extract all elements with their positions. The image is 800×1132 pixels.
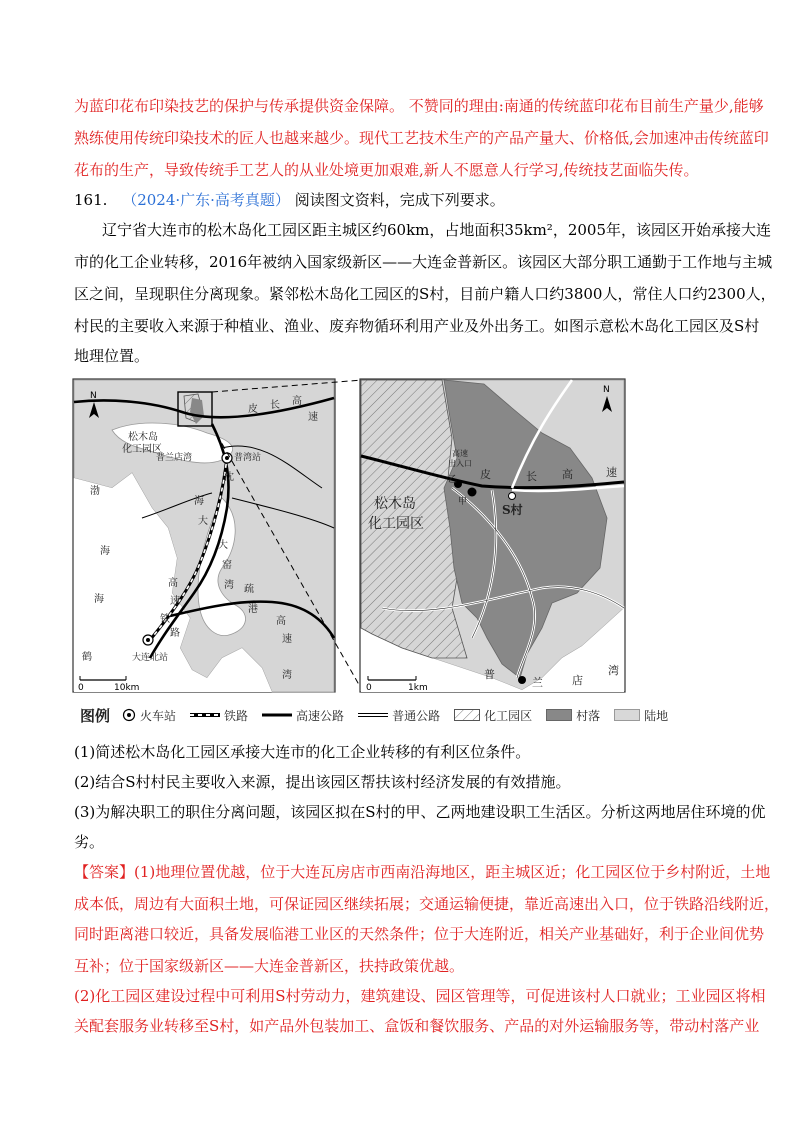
right-map-label-9: 高	[562, 468, 573, 481]
left-map	[73, 379, 335, 693]
left-map-label-17: 速	[282, 634, 292, 645]
left-map-label-16: 高	[276, 616, 286, 627]
question-source: （2024·广东·高考真题）	[122, 191, 290, 209]
right-map-scale-zero: 0	[366, 683, 372, 693]
chem-park-swatch-icon	[454, 709, 480, 721]
question-para-2: 市的化工企业转移，2016年被纳入国家级新区——大连金普新区。该园区大部分职工通勤于工作地与主城	[74, 253, 773, 271]
left-map-label-8: 渤	[90, 486, 100, 497]
right-map-point-jia	[468, 488, 477, 497]
prev-answer-line-2: 熟练使用传统印染技术的匠人也越来越少。现代工艺技术生产的产品产量大、价格低,会加速冲击传统蓝印	[74, 129, 769, 147]
right-map-label-8: 长	[526, 470, 537, 483]
sub-question-2: (2)结合S村村民主要收入来源，提出该园区帮扶该村经济发展的有效措施。	[74, 773, 571, 791]
left-map-label-6: 高	[292, 396, 302, 407]
right-map-label-14: 湾	[608, 664, 619, 677]
answer-line-5: (2)化工园区建设过程中可利用S村劳动力，建筑建设、园区管理等，可促进该村人口就业；工业园区将相	[74, 987, 766, 1005]
left-map-label-18: 沈	[224, 472, 234, 483]
right-map-scale-dist: 1km	[408, 683, 428, 693]
left-map-scale-dist: 10km	[114, 683, 140, 693]
right-map-north-label: N	[603, 385, 610, 395]
right-map-label-3: 出入口	[448, 459, 472, 468]
sub-question-3a: (3)为解决职工的职住分离问题，该园区拟在S村的甲、乙两地建设职工生活区。分析这两地居住环境的优	[74, 803, 766, 821]
left-map-label-15: 港	[248, 604, 258, 615]
right-map-label-6: S村	[502, 503, 523, 517]
question-instruction: 阅读图文资料，完成下列要求。	[294, 191, 505, 209]
left-map-label-14: 疏	[244, 584, 254, 595]
legend-label-village: 村落	[576, 708, 601, 723]
highway-icon	[262, 711, 292, 719]
left-map-label-13: 湾	[224, 580, 234, 591]
left-map-label-20: 大	[198, 516, 208, 527]
legend-item-railway	[190, 707, 248, 724]
right-map-label-1: 化工园区	[368, 516, 424, 532]
answer-line-2: 成本低，周边有大面积土地，可保证园区继续拓展；交通运输便捷，靠近高速出入口，位于铁路沿线附近，	[74, 895, 780, 913]
legend-label-road: 普通公路	[392, 708, 441, 723]
legend-item-station	[122, 707, 176, 724]
left-map-label-0: 松木岛	[128, 432, 158, 443]
map-legend	[80, 704, 682, 726]
answer-tag: 【答案】	[74, 863, 135, 881]
prev-answer-line-1: 为蓝印花布印染技艺的保护与传承提供资金保障。 不赞同的理由:南通的传统蓝印花布目前生产量少,能够	[74, 97, 764, 115]
location-map-figure	[72, 378, 628, 696]
right-map-label-0: 松木岛	[374, 496, 416, 512]
answer-line-1	[74, 862, 770, 882]
left-map-label-26: 湾	[282, 670, 292, 681]
right-map-point-bottom	[518, 676, 526, 684]
question-para-1: 辽宁省大连市的松木岛化工园区距主城区约60km，占地面积35km²，2005年，该园区开始承接大连	[102, 221, 771, 239]
right-map-label-11: 普	[484, 668, 495, 681]
left-map-label-23: 铁	[160, 614, 170, 625]
left-map-label-27: 鹤	[82, 652, 92, 663]
left-map-label-1: 化工园区	[122, 444, 162, 455]
right-map-label-5: 甲	[458, 497, 468, 507]
left-map-label-10: 海	[94, 594, 104, 605]
legend-item-land	[614, 707, 668, 724]
left-map-station-puwan-dot	[225, 456, 229, 460]
left-map-label-5: 长	[270, 400, 280, 411]
legend-label-highway: 高速公路	[296, 708, 345, 723]
right-map-label-7: 皮	[480, 468, 491, 481]
legend-label-land: 陆地	[644, 708, 669, 723]
left-map-label-21: 高	[168, 578, 178, 589]
right-map-label-13: 店	[572, 674, 583, 687]
left-map-label-24: 路	[170, 628, 180, 639]
right-map-label-4: 乙	[448, 475, 458, 485]
left-map-station-dalianbei-dot	[146, 638, 150, 642]
village-swatch-icon	[546, 709, 572, 721]
answer-line-4: 互补；位于国家级新区——大连金普新区，扶持政策优越。	[74, 957, 465, 975]
legend-label-chem-park: 化工园区	[484, 708, 533, 723]
ordinary-road-icon	[358, 711, 388, 719]
legend-item-road	[358, 707, 440, 724]
left-map-label-22: 速	[170, 596, 180, 607]
legend-label-railway: 铁路	[224, 708, 249, 723]
left-map-label-4: 皮	[248, 404, 258, 415]
sub-question-3b: 劣。	[74, 833, 105, 851]
right-map-s-village-marker	[509, 493, 516, 500]
left-map-label-11: 大	[218, 540, 228, 551]
answer-line-3: 同时距离港口较近，具备发展临港工业区的天然条件；位于大连附近，相关产业基础好，利于企业间优势	[74, 925, 765, 943]
left-map-label-12: 窑	[222, 560, 232, 571]
legend-item-chem-park	[454, 707, 532, 724]
question-para-5: 地理位置。	[74, 347, 150, 365]
question-number: 161.	[74, 191, 108, 209]
land-swatch-icon	[614, 709, 640, 721]
right-map-label-10: 速	[606, 466, 617, 479]
question-para-4: 村民的主要收入来源于种植业、渔业、废弃物循环利用产业及外出务工。如图示意松木岛化工园区及S村	[74, 317, 760, 335]
right-map-label-12: 兰	[532, 676, 543, 689]
left-map-label-19: 海	[194, 496, 204, 507]
left-map-label-3: 普湾站	[234, 453, 262, 463]
right-map-label-2: 高速	[452, 449, 468, 458]
question-header	[74, 190, 505, 210]
train-station-icon	[122, 708, 136, 722]
legend-label-station: 火车站	[140, 708, 177, 723]
left-map-label-2: 普兰店湾	[156, 453, 193, 463]
left-map-scale-zero: 0	[78, 683, 84, 693]
answer-1-part-1: (1)地理位置优越，位于大连瓦房店市西南沿海地区，距主城区近；化工园区位于乡村附近，土地	[134, 863, 771, 881]
sub-question-1: (1)简述松木岛化工园区承接大连市的化工企业转移的有利区位条件。	[74, 743, 531, 761]
legend-item-village	[546, 707, 600, 724]
left-map-label-7: 速	[308, 412, 318, 423]
left-map-north-label: N	[90, 391, 97, 401]
prev-answer-line-3: 花布的生产，导致传统手工艺人的从业处境更加艰难,新人不愿意人行学习,传统技艺面临失传。	[74, 161, 699, 179]
question-para-3: 区之间，呈现职住分离现象。紧邻松木岛化工园区的S村，目前户籍人口约3800人，常住人口约2300人，	[74, 285, 776, 303]
legend-item-highway	[262, 707, 344, 724]
legend-title: 图例	[80, 706, 111, 725]
right-map	[360, 379, 625, 693]
answer-line-6: 关配套服务业转移至S村，如产品外包装加工、盒饭和餐饮服务、产品的对外运输服务等，带动村落产业	[74, 1017, 760, 1035]
left-map-label-25: 大连北站	[132, 653, 169, 663]
railway-icon	[190, 711, 220, 719]
left-map-label-9: 海	[100, 546, 110, 557]
